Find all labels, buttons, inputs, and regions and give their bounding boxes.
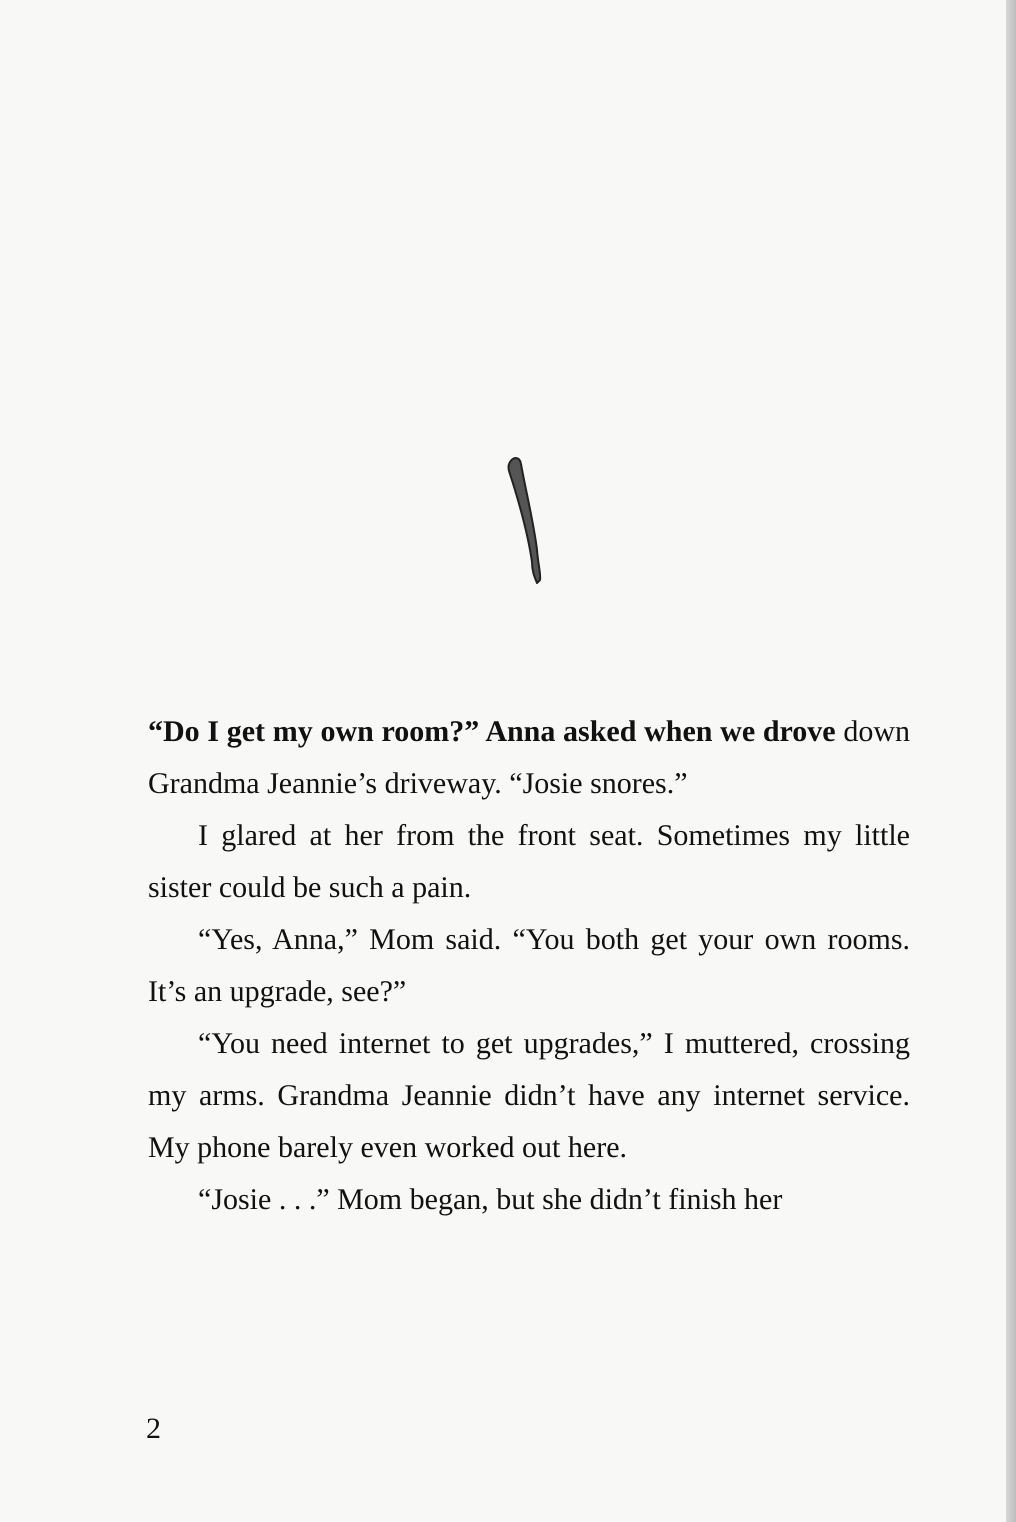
paragraph-1-text: down Grandma Jeannie’s driveway. “Josie snores.” xyxy=(148,715,910,800)
chapter-body-text xyxy=(148,706,910,1226)
chapter-number-1 xyxy=(490,440,570,590)
paragraph-5: “Josie . . .” Mom began, but she didn’t finish her xyxy=(198,1183,783,1216)
page-number: 2 xyxy=(146,1412,161,1445)
paragraph-1 xyxy=(148,706,910,810)
paragraph-3: “Yes, Anna,” Mom said. “You both get your own rooms. It’s an upgrade, see?” xyxy=(148,923,910,1008)
paragraph-1-lead-in: “Do I get my own room?” Anna asked when we drove xyxy=(148,715,836,748)
paragraph-4: “You need internet to get upgrades,” I muttered, crossing my arms. Grandma Jeannie didn’t have any internet service. My phone barely even worked out here. xyxy=(148,1027,910,1164)
paragraph-2: I glared at her from the front seat. Sometimes my little sister could be such a pain. xyxy=(148,819,910,904)
page-edge-shadow xyxy=(1006,0,1016,1522)
